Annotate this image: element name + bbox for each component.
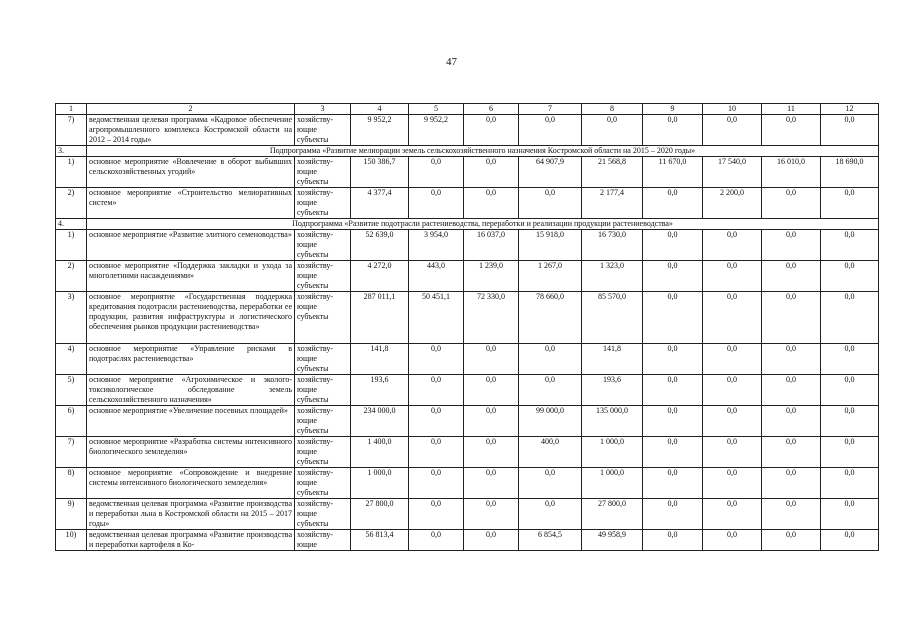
activity-name: основное мероприятие «Разработка системы интенсивного биологического земледелия» (87, 437, 295, 468)
funding-value: 0,0 (821, 344, 879, 375)
funding-value: 0,0 (643, 437, 703, 468)
funding-value: 18 690,0 (821, 157, 879, 188)
funding-value: 0,0 (762, 375, 821, 406)
executor: хозяйству- ющие субъекты (295, 230, 351, 261)
funding-value: 0,0 (821, 437, 879, 468)
executor: хозяйству- ющие субъекты (295, 344, 351, 375)
funding-value: 0,0 (582, 115, 643, 146)
funding-value: 0,0 (703, 499, 762, 530)
funding-value: 0,0 (464, 406, 519, 437)
subprogram-row (56, 146, 879, 157)
funding-value: 0,0 (464, 437, 519, 468)
table-row (56, 230, 879, 261)
funding-value: 9 952,2 (351, 115, 409, 146)
funding-value: 0,0 (762, 261, 821, 292)
funding-value: 400,0 (519, 437, 582, 468)
funding-value: 72 330,0 (464, 292, 519, 344)
row-number: 7) (56, 115, 87, 146)
table-row (56, 530, 879, 551)
funding-value: 0,0 (762, 292, 821, 344)
funding-value: 27 800,0 (351, 499, 409, 530)
funding-value: 0,0 (409, 157, 464, 188)
funding-value: 2 200,0 (703, 188, 762, 219)
funding-value: 56 813,4 (351, 530, 409, 551)
column-number-header: 1 (56, 104, 87, 115)
row-number: 7) (56, 437, 87, 468)
funding-value: 17 540,0 (703, 157, 762, 188)
row-number: 1) (56, 157, 87, 188)
column-number-header: 2 (87, 104, 295, 115)
funding-value: 0,0 (519, 468, 582, 499)
funding-value: 0,0 (464, 344, 519, 375)
table-row (56, 157, 879, 188)
funding-value: 0,0 (762, 530, 821, 551)
funding-value: 0,0 (762, 468, 821, 499)
funding-value: 0,0 (409, 188, 464, 219)
funding-value: 0,0 (643, 230, 703, 261)
funding-value: 0,0 (821, 375, 879, 406)
funding-value: 0,0 (519, 188, 582, 219)
column-number-header: 7 (519, 104, 582, 115)
row-number: 3) (56, 292, 87, 344)
table-row (56, 406, 879, 437)
table-row (56, 115, 879, 146)
funding-value: 0,0 (519, 344, 582, 375)
activity-name: основное мероприятие «Поддержка закладки и ухода за многолетними насаждениями» (87, 261, 295, 292)
funding-value: 0,0 (762, 344, 821, 375)
activity-name: основное мероприятие «Строительство мелиоративных систем» (87, 188, 295, 219)
funding-value: 99 000,0 (519, 406, 582, 437)
funding-value: 1 000,0 (351, 468, 409, 499)
column-number-header: 5 (409, 104, 464, 115)
activity-name: ведомственная целевая программа «Кадровое обеспечение агропромышленного комплекса Костромской области на 2012 – 2014 годы» (87, 115, 295, 146)
funding-value: 0,0 (762, 188, 821, 219)
funding-value: 21 568,8 (582, 157, 643, 188)
funding-value: 15 918,0 (519, 230, 582, 261)
funding-value: 0,0 (464, 157, 519, 188)
table-row (56, 468, 879, 499)
funding-value: 85 570,0 (582, 292, 643, 344)
column-number-header: 12 (821, 104, 879, 115)
executor: хозяйству- ющие субъекты (295, 292, 351, 344)
funding-value: 0,0 (409, 468, 464, 499)
funding-value: 0,0 (409, 406, 464, 437)
activity-name: основное мероприятие «Увеличение посевных площадей» (87, 406, 295, 437)
executor: хозяйству- ющие субъекты (295, 406, 351, 437)
column-number-header: 11 (762, 104, 821, 115)
funding-value: 0,0 (762, 230, 821, 261)
executor: хозяйству- ющие субъекты (295, 157, 351, 188)
budget-table (55, 103, 879, 551)
funding-value: 0,0 (821, 230, 879, 261)
funding-value: 78 660,0 (519, 292, 582, 344)
table-row (56, 437, 879, 468)
activity-name: основное мероприятие «Управление рисками в подотраслях растениеводства» (87, 344, 295, 375)
funding-value: 0,0 (703, 437, 762, 468)
funding-value: 50 451,1 (409, 292, 464, 344)
funding-value: 1 239,0 (464, 261, 519, 292)
funding-value: 141,8 (351, 344, 409, 375)
funding-value: 16 010,0 (762, 157, 821, 188)
funding-value: 1 267,0 (519, 261, 582, 292)
funding-value: 0,0 (821, 261, 879, 292)
funding-value: 0,0 (519, 375, 582, 406)
activity-name: основное мероприятие «Государственная поддержка кредитования подотрасли растениеводства, переработки ее продукции, развития инфраструктуры и логистического обеспечения рынков продукции растениеводства» (87, 292, 295, 344)
funding-value: 0,0 (821, 188, 879, 219)
funding-value: 0,0 (762, 499, 821, 530)
funding-value: 0,0 (821, 468, 879, 499)
row-number: 2) (56, 261, 87, 292)
funding-value: 0,0 (703, 406, 762, 437)
funding-value: 0,0 (762, 115, 821, 146)
column-number-header: 6 (464, 104, 519, 115)
row-number: 5) (56, 375, 87, 406)
row-number: 4) (56, 344, 87, 375)
row-number: 10) (56, 530, 87, 551)
funding-value: 0,0 (519, 499, 582, 530)
funding-value: 0,0 (703, 530, 762, 551)
funding-value: 0,0 (762, 406, 821, 437)
funding-value: 0,0 (821, 406, 879, 437)
row-number: 6) (56, 406, 87, 437)
funding-value: 135 000,0 (582, 406, 643, 437)
funding-value: 0,0 (821, 499, 879, 530)
subprogram-title: Подпрограмма «Развитие подотрасли растениеводства, переработки и реализации продукции растениеводства» (87, 219, 879, 230)
funding-value: 0,0 (464, 188, 519, 219)
table-row (56, 188, 879, 219)
funding-value: 0,0 (643, 292, 703, 344)
table-row (56, 375, 879, 406)
executor: хозяйству- ющие субъекты (295, 261, 351, 292)
funding-value: 0,0 (643, 188, 703, 219)
executor: хозяйству- ющие субъекты (295, 499, 351, 530)
funding-value: 0,0 (762, 437, 821, 468)
funding-value: 0,0 (643, 261, 703, 292)
row-number: 4. (56, 219, 87, 230)
funding-value: 11 670,0 (643, 157, 703, 188)
executor: хозяйству- ющие (295, 530, 351, 551)
funding-value: 150 386,7 (351, 157, 409, 188)
funding-value: 0,0 (409, 499, 464, 530)
column-number-header: 3 (295, 104, 351, 115)
funding-value: 0,0 (821, 530, 879, 551)
funding-value: 0,0 (464, 115, 519, 146)
funding-value: 0,0 (464, 468, 519, 499)
table-row (56, 292, 879, 344)
funding-value: 1 323,0 (582, 261, 643, 292)
funding-value: 0,0 (643, 530, 703, 551)
funding-value: 4 377,4 (351, 188, 409, 219)
funding-value: 0,0 (703, 344, 762, 375)
funding-value: 0,0 (703, 261, 762, 292)
funding-value: 52 639,0 (351, 230, 409, 261)
funding-value: 0,0 (464, 499, 519, 530)
funding-value: 0,0 (703, 292, 762, 344)
funding-value: 0,0 (821, 292, 879, 344)
funding-value: 3 954,0 (409, 230, 464, 261)
funding-value: 1 400,0 (351, 437, 409, 468)
funding-value: 0,0 (409, 375, 464, 406)
funding-value: 0,0 (643, 375, 703, 406)
executor: хозяйству- ющие субъекты (295, 375, 351, 406)
funding-value: 16 037,0 (464, 230, 519, 261)
funding-value: 2 177,4 (582, 188, 643, 219)
funding-value: 141,8 (582, 344, 643, 375)
funding-value: 0,0 (643, 406, 703, 437)
funding-value: 64 907,9 (519, 157, 582, 188)
funding-value: 0,0 (703, 115, 762, 146)
funding-value: 0,0 (643, 468, 703, 499)
column-number-header: 4 (351, 104, 409, 115)
subprogram-title: Подпрограмма «Развитие мелиорации земель сельскохозяйственного назначения Костромской области на 2015 – 2020 годы» (87, 146, 879, 157)
activity-name: основное мероприятие «Агрохимическое и эколого-токсикологическое обследование земель сельскохозяйственного назначения» (87, 375, 295, 406)
funding-value: 0,0 (409, 437, 464, 468)
funding-value: 443,0 (409, 261, 464, 292)
activity-name: основное мероприятие «Развитие элитного семеноводства» (87, 230, 295, 261)
table-row (56, 344, 879, 375)
funding-value: 287 011,1 (351, 292, 409, 344)
activity-name: основное мероприятие «Сопровождение и внедрение системы интенсивного биологического земледелия» (87, 468, 295, 499)
funding-value: 0,0 (464, 375, 519, 406)
funding-value: 6 854,5 (519, 530, 582, 551)
executor: хозяйству- ющие субъекты (295, 188, 351, 219)
table-body (56, 104, 879, 551)
funding-value: 234 000,0 (351, 406, 409, 437)
row-number: 9) (56, 499, 87, 530)
activity-name: ведомственная целевая программа «Развитие производства и переработки картофеля в Ко- (87, 530, 295, 551)
row-number: 1) (56, 230, 87, 261)
funding-value: 0,0 (821, 115, 879, 146)
executor: хозяйству- ющие субъекты (295, 468, 351, 499)
funding-value: 0,0 (519, 115, 582, 146)
column-number-header: 8 (582, 104, 643, 115)
funding-value: 27 800,0 (582, 499, 643, 530)
funding-value: 49 958,9 (582, 530, 643, 551)
funding-value: 1 000,0 (582, 468, 643, 499)
funding-value: 9 952,2 (409, 115, 464, 146)
page-number: 47 (446, 56, 457, 68)
funding-value: 0,0 (703, 375, 762, 406)
funding-value: 0,0 (409, 530, 464, 551)
funding-value: 193,6 (582, 375, 643, 406)
funding-value: 0,0 (703, 468, 762, 499)
funding-value: 193,6 (351, 375, 409, 406)
funding-value: 16 730,0 (582, 230, 643, 261)
row-number: 3. (56, 146, 87, 157)
activity-name: основное мероприятие «Вовлечение в оборот выбывших сельскохозяйственных угодий» (87, 157, 295, 188)
table-row (56, 261, 879, 292)
funding-value: 0,0 (643, 499, 703, 530)
column-number-header: 10 (703, 104, 762, 115)
funding-value: 0,0 (409, 344, 464, 375)
funding-value: 0,0 (464, 530, 519, 551)
row-number: 2) (56, 188, 87, 219)
funding-value: 0,0 (643, 344, 703, 375)
funding-value: 1 000,0 (582, 437, 643, 468)
activity-name: ведомственная целевая программа «Развитие производства и переработки льна в Костромской области на 2015 – 2017 годы» (87, 499, 295, 530)
column-number-header: 9 (643, 104, 703, 115)
subprogram-row (56, 219, 879, 230)
funding-value: 0,0 (643, 115, 703, 146)
executor: хозяйству- ющие субъекты (295, 437, 351, 468)
table-row (56, 499, 879, 530)
table-header-row (56, 104, 879, 115)
funding-value: 0,0 (703, 230, 762, 261)
executor: хозяйству- ющие субъекты (295, 115, 351, 146)
row-number: 8) (56, 468, 87, 499)
funding-value: 4 272,0 (351, 261, 409, 292)
